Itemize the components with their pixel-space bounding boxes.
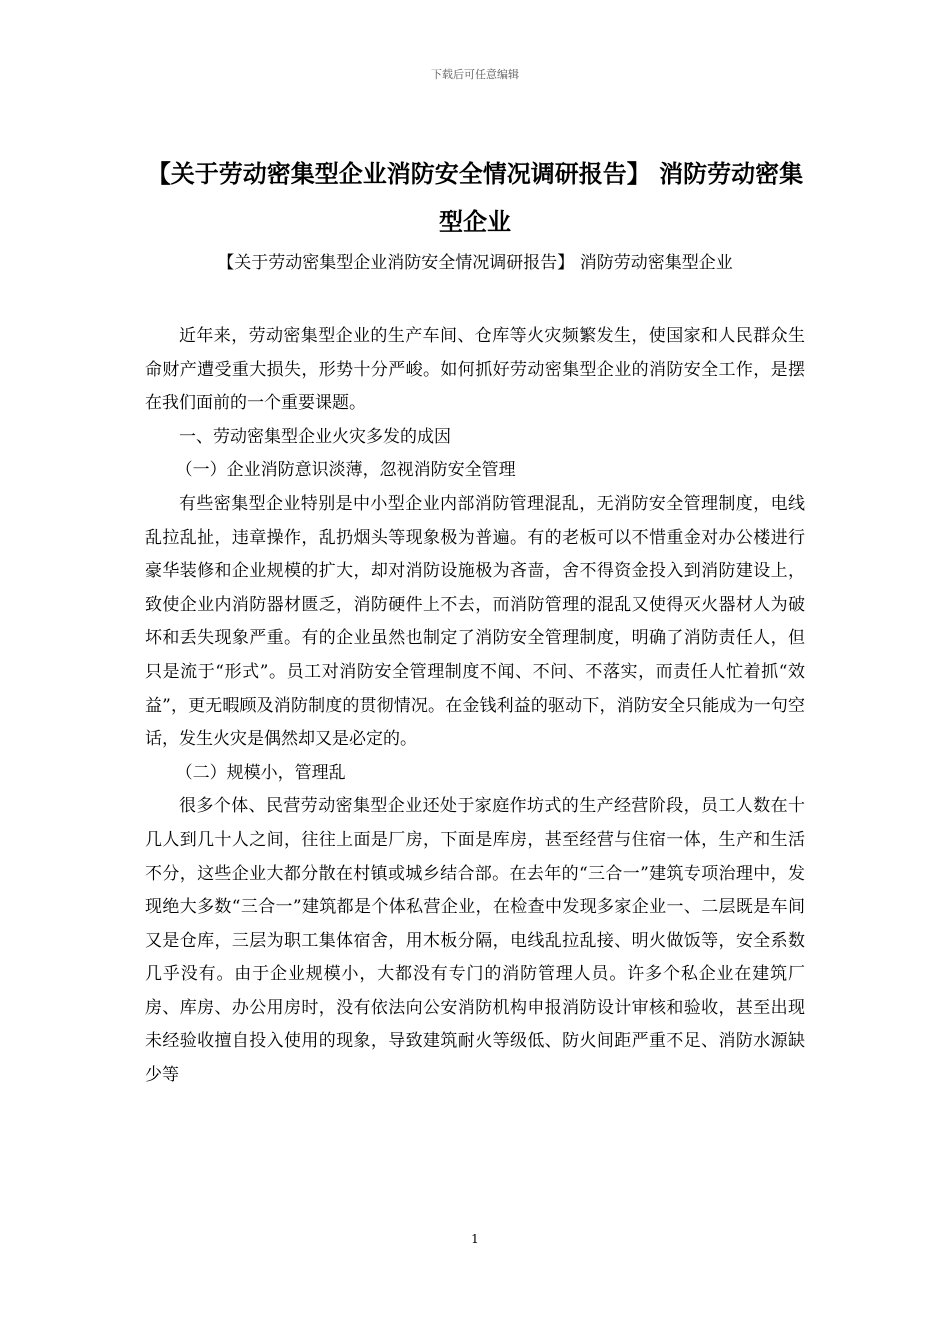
subsection-heading-2: （二）规模小，管理乱: [175, 762, 346, 783]
document-subtitle: 【关于劳动密集型企业消防安全情况调研报告】 消防劳动密集型企业: [217, 253, 733, 273]
body-paragraph-2: 很多个体、民营劳动密集型企业还处于家庭作坊式的生产经营阶段，员工人数在十几人到几十人之间，往往上面是厂房，下面是库房，甚至经营与住宿一体，生产和生活不分，这些企业大都分散在村镇或城乡结合部。在去年的“三合一”建筑专项治理中，发现绝大多数“三合一”建筑都是个体私营企业，在检查中发现多家企业一、二层既是车间又是仓库，三层为职工集体宿舍，用木板分隔，电线乱拉乱接、明火做饭等，安全系数几乎没有。由于企业规模小，大都没有专门的消防管理人员。许多个私企业在建筑厂房、库房、办公用房时，没有依法向公安消防机构申报消防设计审核和验收，甚至出现未经验收擅自投入使用的现象，导致建筑耐火等级低、防火间距严重不足、消防水源缺少等: [145, 796, 805, 1086]
document-title: 【关于劳动密集型企业消防安全情况调研报告】 消防劳动密集型企业: [146, 160, 804, 236]
page-header-note: 下载后可任意编辑: [431, 68, 519, 81]
body-paragraph-1: 有些密集型企业特别是中小型企业内部消防管理混乱，无消防安全管理制度，电线乱拉乱扯，违章操作，乱扔烟头等现象极为普遍。有的老板可以不惜重金对办公楼进行豪华装修和企业规模的扩大，却对消防设施极为吝啬，舍不得资金投入到消防建设上，致使企业内消防器材匮乏，消防硬件上不去，而消防管理的混乱又使得灭火器材人为破坏和丢失现象严重。有的企业虽然也制定了消防安全管理制度，明确了消防责任人，但只是流于“形式”。员工对消防安全管理制度不闻、不问、不落实，而责任人忙着抓“效益”，更无暇顾及消防制度的贯彻情况。在金钱利益的驱动下，消防安全只能成为一句空话，发生火灾是偶然却又是必定的。: [145, 493, 805, 750]
page-number: 1: [471, 1232, 479, 1246]
subsection-heading-1: （一）企业消防意识淡薄，忽视消防安全管理: [175, 460, 516, 481]
intro-paragraph: 近年来，劳动密集型企业的生产车间、仓库等火灾频繁发生，使国家和人民群众生命财产遭受重大损失，形势十分严峻。如何抓好劳动密集型企业的消防安全工作，是摆在我们面前的一个重要课题。: [145, 326, 805, 414]
document-body: [145, 320, 805, 1093]
section-heading-1: 一、劳动密集型企业火灾多发的成因: [179, 426, 451, 447]
